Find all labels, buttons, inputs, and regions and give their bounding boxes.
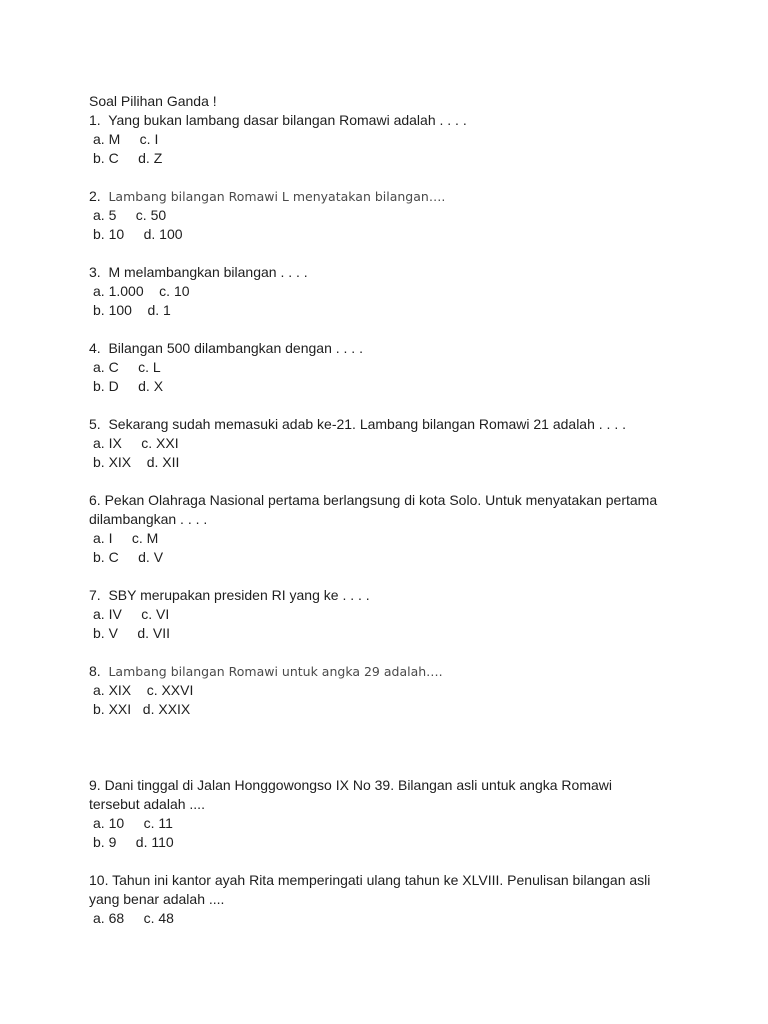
question-2 (89, 187, 689, 206)
question-3-options-row-2: b. 100 d. 1 (93, 302, 171, 318)
question-1-options-row-2: b. C d. Z (93, 150, 163, 166)
question-6: 6. Pekan Olahraga Nasional pertama berlangsung di kota Solo. Untuk menyatakan pertama dilambangkan . . . . (89, 492, 658, 527)
question-9-options-row-1: a. 10 c. 11 (93, 815, 173, 831)
question-6-options-row-2: b. C d. V (93, 549, 164, 565)
question-10: 10. Tahun ini kantor ayah Rita memperingati ulang tahun ke XLVIII. Penulisan bilangan asli yang benar adalah .... (89, 872, 651, 907)
question-8-options-row-2: b. XXI d. XXIX (93, 701, 191, 717)
question-2-options-row-1: a. 5 c. 50 (93, 207, 167, 223)
document-heading: Soal Pilihan Ganda ! (89, 93, 217, 109)
question-9: 9. Dani tinggal di Jalan Honggowongso IX No 39. Bilangan asli untuk angka Romawi tersebut adalah .... (89, 777, 612, 812)
question-2-text: Lambang bilangan Romawi L menyatakan bilangan…. (108, 189, 446, 204)
question-4-options-row-2: b. D d. X (93, 378, 164, 394)
question-6-options-row-1: a. I c. M (93, 530, 159, 546)
question-4: 4. Bilangan 500 dilambangkan dengan . . . . (89, 340, 363, 356)
question-8 (89, 662, 689, 681)
question-5: 5. Sekarang sudah memasuki adab ke-21. Lambang bilangan Romawi 21 adalah . . . . (89, 416, 626, 432)
question-1-options-row-1: a. M c. I (93, 131, 159, 147)
question-2-options-row-2: b. 10 d. 100 (93, 226, 183, 242)
question-3-options-row-1: a. 1.000 c. 10 (93, 283, 190, 299)
question-7-options-row-2: b. V d. VII (93, 625, 171, 641)
question-7: 7. SBY merupakan presiden RI yang ke . . . . (89, 587, 370, 603)
question-2-number: 2. (89, 188, 109, 204)
document-page (89, 92, 689, 928)
question-8-text: Lambang bilangan Romawi untuk angka 29 adalah…. (108, 664, 443, 679)
question-7-options-row-1: a. IV c. VI (93, 606, 170, 622)
question-8-number: 8. (89, 663, 109, 679)
question-3: 3. M melambangkan bilangan . . . . (89, 264, 308, 280)
question-4-options-row-1: a. C c. L (93, 359, 161, 375)
question-8-options-row-1: a. XIX c. XXVI (93, 682, 194, 698)
question-5-options-row-1: a. IX c. XXI (93, 435, 179, 451)
question-1: 1. Yang bukan lambang dasar bilangan Romawi adalah . . . . (89, 112, 467, 128)
question-5-options-row-2: b. XIX d. XII (93, 454, 180, 470)
question-10-options-row-1: a. 68 c. 48 (93, 910, 174, 926)
question-9-options-row-2: b. 9 d. 110 (93, 834, 174, 850)
